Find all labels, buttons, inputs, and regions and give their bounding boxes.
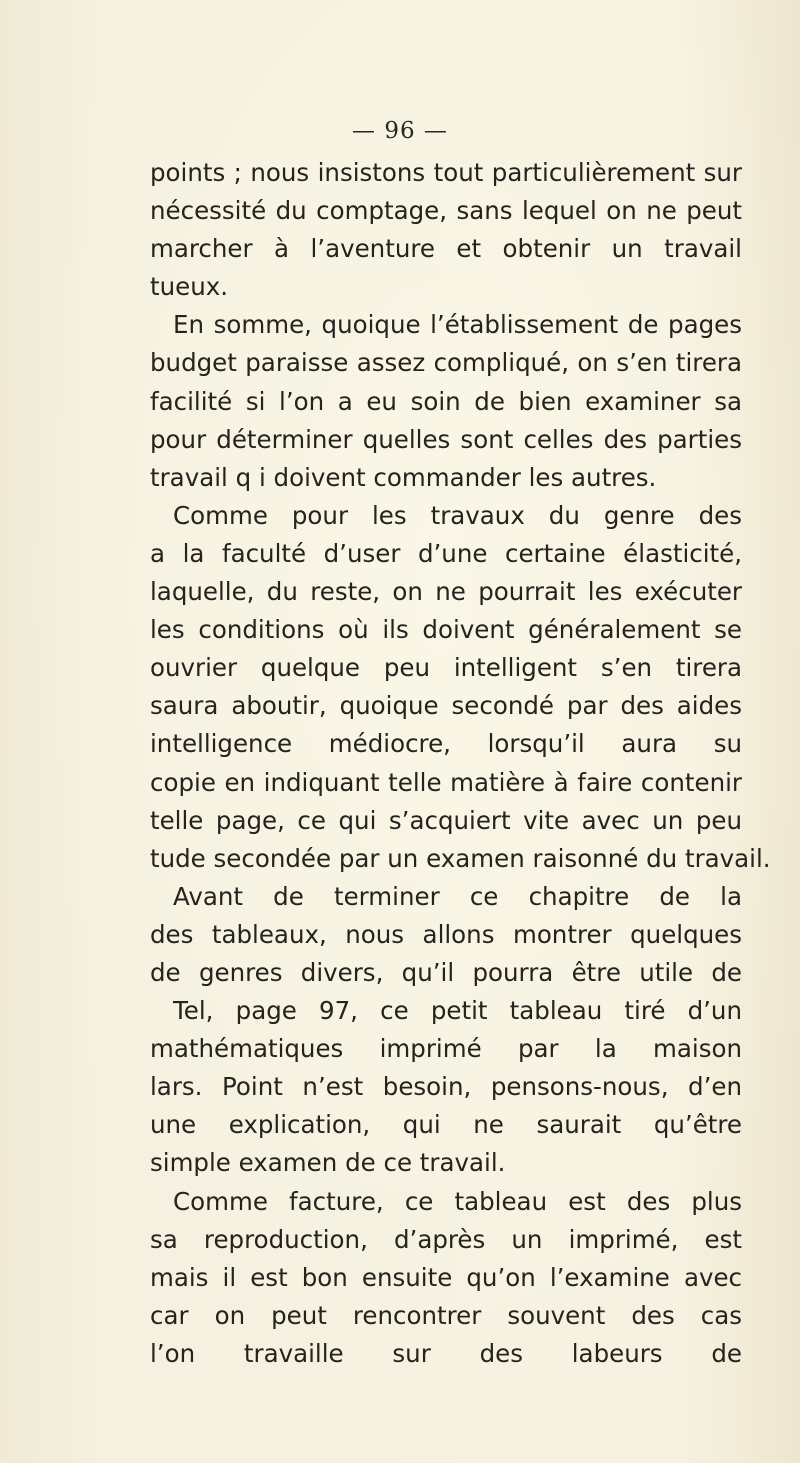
text-line: Comme facture, ce tableau est des plus <box>173 1186 742 1216</box>
text-line: telle page, ce qui s’acquiert vite avec un peu <box>150 805 742 835</box>
text-line: l’on travaille sur des labeurs de <box>150 1338 742 1368</box>
text-line: a la faculté d’user d’une certaine élasticité, <box>150 538 742 568</box>
text-line: mathématiques imprimé par la maison <box>150 1034 742 1064</box>
text-line: saura aboutir, quoique secondé par des aides <box>150 691 742 721</box>
text-line: points ; nous insistons tout particulièrement sur <box>150 158 742 187</box>
text-line: En somme, quoique l’établissement de pages <box>173 310 742 340</box>
text-line: Tel, page 97, ce petit tableau tiré d’un <box>173 996 742 1026</box>
text-line: de genres divers, qu’il pourra être utile de <box>150 957 742 987</box>
text-line: des tableaux, nous allons montrer quelques <box>150 919 742 949</box>
text-line: une explication, qui ne saurait qu’être <box>150 1110 742 1140</box>
text-line: ouvrier quelque peu intelligent s’en tirera <box>150 653 742 683</box>
text-line: sa reproduction, d’après un imprimé, est <box>150 1224 742 1254</box>
text-line: lars. Point n’est besoin, pensons-nous, d’en <box>150 1072 742 1102</box>
page-number: — 96 — <box>352 118 448 144</box>
text-line: intelligence médiocre, lorsqu’il aura su <box>150 729 742 759</box>
text-line: facilité si l’on a eu soin de bien examiner sa <box>150 386 742 416</box>
text-line: budget paraisse assez compliqué, on s’en tirera <box>150 348 742 378</box>
text-line: Avant de terminer ce chapitre de la <box>173 881 742 911</box>
text-line: marcher à l’aventure et obtenir un travail <box>150 234 742 264</box>
text-line: simple examen de ce travail. <box>150 1148 506 1178</box>
text-line: mais il est bon ensuite qu’on l’examine avec <box>150 1262 742 1292</box>
text-line: les conditions où ils doivent généralement se <box>150 615 742 645</box>
body-text <box>150 154 771 1373</box>
text-line: pour déterminer quelles sont celles des parties <box>150 424 742 454</box>
text-line: tude secondée par un examen raisonné du travail. <box>150 843 771 873</box>
text-line: car on peut rencontrer souvent des cas <box>150 1300 742 1330</box>
text-line: nécessité du comptage, sans lequel on ne peut <box>150 196 742 226</box>
text-line: copie en indiquant telle matière à faire contenir <box>150 767 742 797</box>
text-line: travail q i doivent commander les autres. <box>150 462 657 492</box>
text-line: tueux. <box>150 272 229 302</box>
text-line: laquelle, du reste, on ne pourrait les exécuter <box>150 577 742 607</box>
text-line: Comme pour les travaux du genre des <box>173 500 742 530</box>
